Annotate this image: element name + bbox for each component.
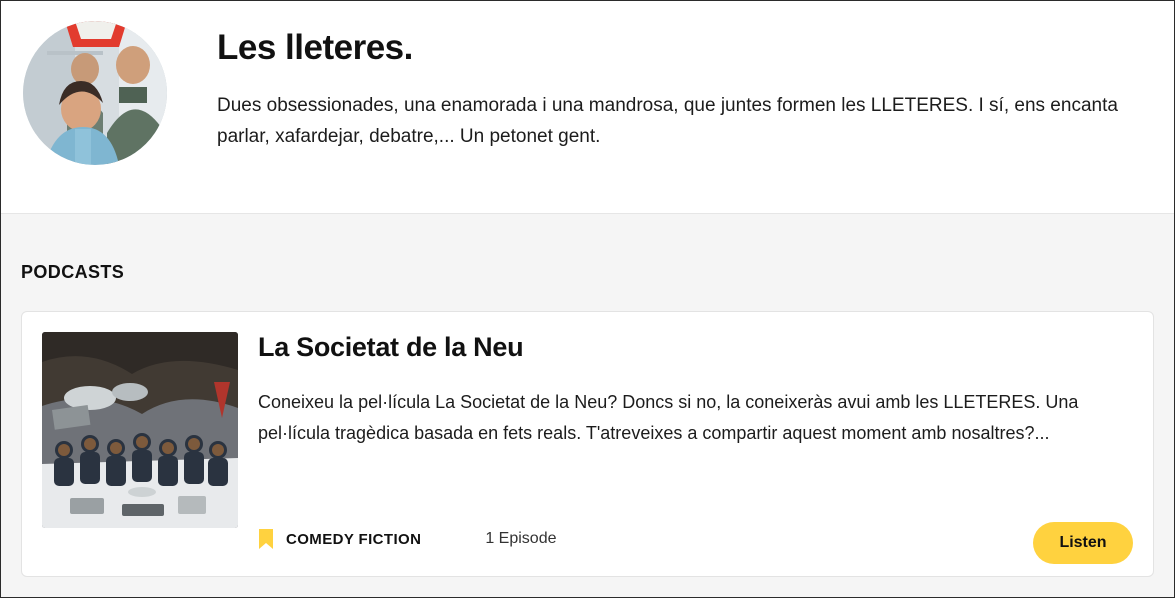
profile-header bbox=[1, 1, 1174, 213]
listen-button[interactable]: Listen bbox=[1033, 522, 1133, 564]
profile-description: Dues obsessionades, una enamorada i una mandrosa, que juntes formen les LLETERES. I sí, ens encanta parlar, xafardejar, debatre,... Un petonet gent. bbox=[217, 94, 1118, 147]
category-label: COMEDY FICTION bbox=[286, 530, 422, 548]
podcast-artwork bbox=[42, 332, 238, 528]
podcast-card[interactable] bbox=[21, 311, 1154, 577]
bookmark-icon bbox=[258, 528, 274, 550]
avatar bbox=[23, 21, 167, 165]
section-heading: PODCASTS bbox=[21, 262, 125, 282]
profile-text-block bbox=[167, 21, 1147, 152]
podcast-title[interactable]: La Societat de la Neu bbox=[258, 332, 524, 362]
podcast-meta bbox=[258, 522, 557, 556]
episode-count: 1 Episode bbox=[485, 530, 557, 547]
page-title: Les lleteres. bbox=[217, 28, 413, 67]
podcast-description: Coneixeu la pel·lícula La Societat de la Neu? Doncs si no, la coneixeràs avui amb les LLETERES. Una pel·lícula tragèdica basada en fets reals. T'atreveixes a compartir aquest moment amb nosaltres?... bbox=[258, 392, 1079, 443]
podcasts-section bbox=[1, 213, 1174, 597]
podcast-card-body bbox=[238, 332, 1133, 556]
